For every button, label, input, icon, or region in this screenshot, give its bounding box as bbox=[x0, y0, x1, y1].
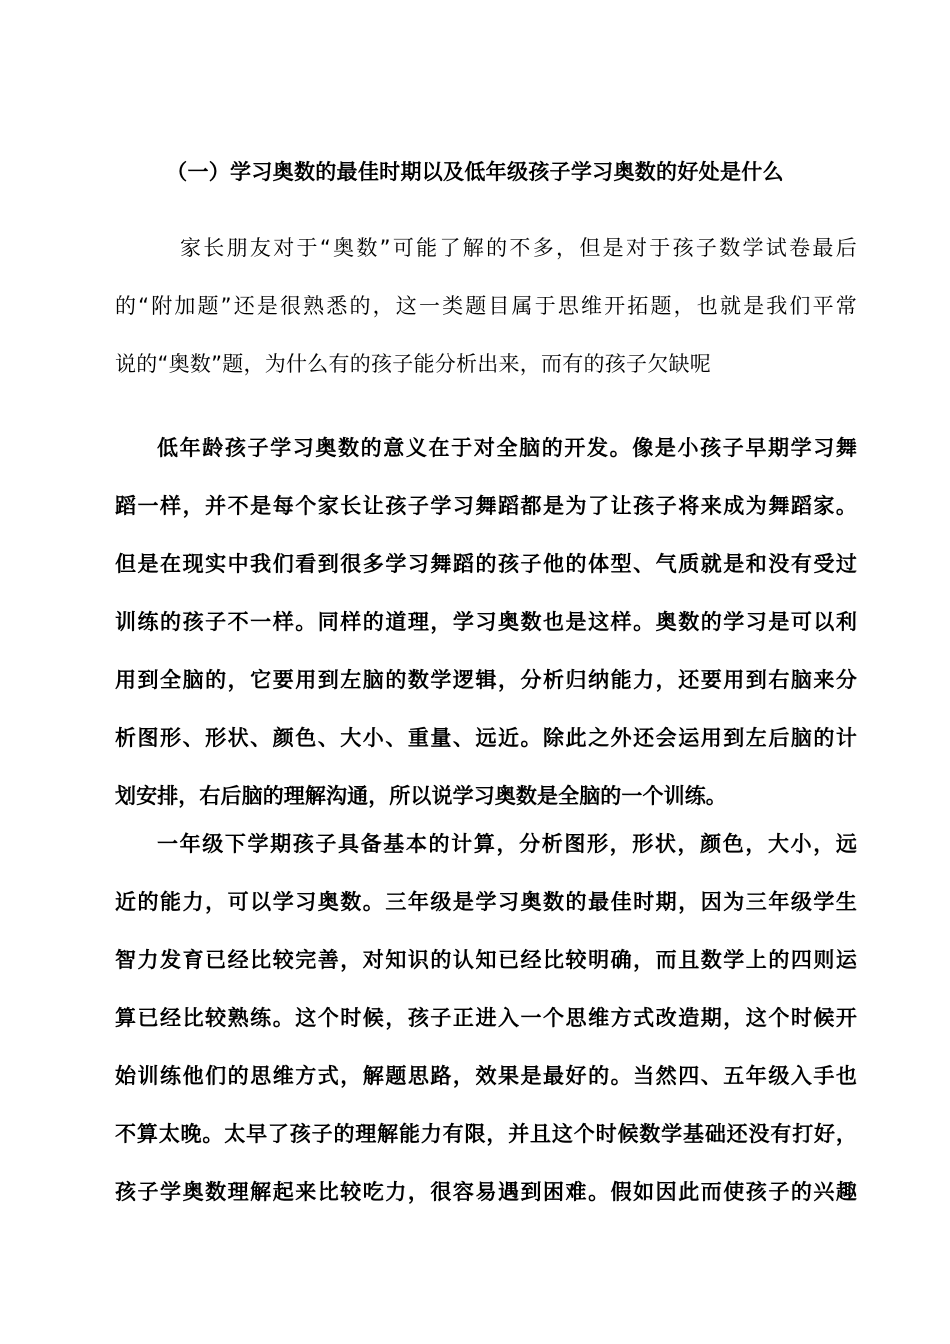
paragraph-2-line-3: 但是在现实中我们看到很多学习舞蹈的孩子他的体型、气质就是和没有受过 bbox=[115, 552, 857, 576]
paragraph-3-line-1: 一年级下学期孩子具备基本的计算，分析图形，形状，颜色，大小，远 bbox=[157, 832, 857, 856]
paragraph-3-line-2: 近的能力，可以学习奥数。三年级是学习奥数的最佳时期，因为三年级学生 bbox=[115, 890, 857, 914]
paragraph-2-line-4: 训练的孩子不一样。同样的道理，学习奥数也是这样。奥数的学习是可以利 bbox=[115, 610, 857, 634]
paragraph-3-line-6: 不算太晚。太早了孩子的理解能力有限，并且这个时候数学基础还没有打好， bbox=[115, 1122, 857, 1146]
paragraph-3-line-5: 始训练他们的思维方式，解题思路，效果是最好的。当然四、五年级入手也 bbox=[115, 1064, 857, 1088]
paragraph-2-line-1: 低年龄孩子学习奥数的意义在于对全脑的开发。像是小孩子早期学习舞 bbox=[157, 436, 857, 460]
paragraph-3-line-3: 智力发育已经比较完善，对知识的认知已经比较明确，而且数学上的四则运 bbox=[115, 948, 857, 972]
paragraph-1-line-2: 的“附加题”还是很熟悉的，这一类题目属于思维开拓题，也就是我们平常 bbox=[115, 294, 857, 318]
paragraph-2-line-6: 析图形、形状、颜色、大小、重量、远近。除此之外还会运用到左后脑的计 bbox=[115, 726, 857, 750]
paragraph-2-line-5: 用到全脑的，它要用到左脑的数学逻辑，分析归纳能力，还要用到右脑来分 bbox=[115, 668, 857, 692]
paragraph-3-line-7: 孩子学奥数理解起来比较吃力，很容易遇到困难。假如因此而使孩子的兴趣 bbox=[115, 1180, 857, 1204]
section-title: （一）学习奥数的最佳时期以及低年级孩子学习奥数的好处是什么 bbox=[166, 160, 784, 184]
paragraph-1-line-1: 家长朋友对于“奥数”可能了解的不多，但是对于孩子数学试卷最后 bbox=[180, 236, 857, 260]
paragraph-1-line-3: 说的“奥数”题，为什么有的孩子能分析出来，而有的孩子欠缺呢 bbox=[115, 352, 712, 376]
paragraph-3-line-4: 算已经比较熟练。这个时候，孩子正进入一个思维方式改造期，这个时候开 bbox=[115, 1006, 857, 1030]
paragraph-2-line-2: 蹈一样，并不是每个家长让孩子学习舞蹈都是为了让孩子将来成为舞蹈家。 bbox=[115, 494, 857, 518]
paragraph-2-line-7: 划安排，右后脑的理解沟通，所以说学习奥数是全脑的一个训练。 bbox=[115, 784, 727, 808]
